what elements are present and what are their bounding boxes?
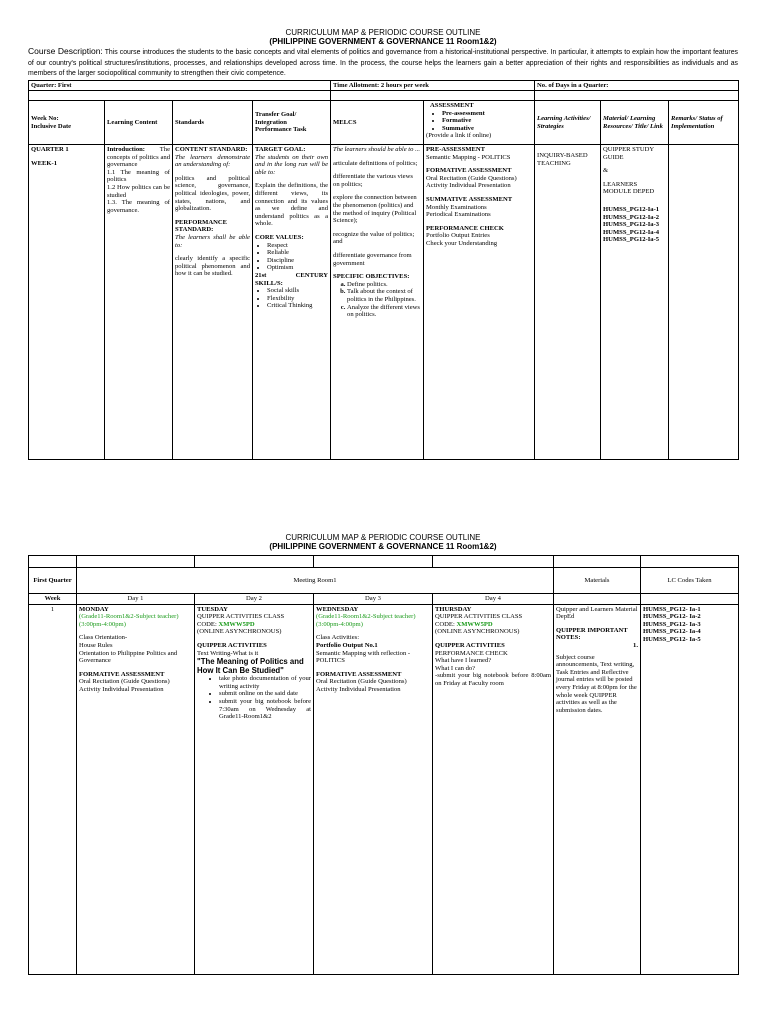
blank-cell	[77, 556, 195, 568]
title-line-1: CURRICULUM MAP & PERIODIC COURSE OUTLINE	[285, 533, 481, 542]
formative-text: Oral Recitation (Guide Questions)	[426, 174, 517, 182]
online-mode: (ONLINE ASYNCHRONOUS)	[435, 628, 520, 636]
header-learning-activities: Learning Activities/ Strategies	[535, 101, 601, 145]
objective-item: Analyze the different views on politics.	[347, 303, 420, 319]
thursday-item: What I can do?	[435, 664, 476, 672]
target-goal-body: Explain the definitions, the different views, its connection and its values as we define and understand politics as a whole.	[255, 182, 329, 228]
day-2-header: Day 2	[195, 594, 314, 605]
transfer-goal-cell	[253, 145, 331, 459]
assessment-cell	[424, 145, 535, 459]
assessment-item: • Formative	[442, 117, 532, 125]
weekly-outline-table	[28, 555, 739, 975]
performance-standard-intro: The learners shall be able to:	[175, 234, 250, 249]
intro-label: Introduction:	[107, 146, 145, 154]
blank-cell	[641, 556, 739, 568]
skills-list	[255, 287, 328, 310]
course-description-label: Course Description:	[28, 46, 103, 56]
course-description	[28, 46, 738, 80]
tuesday-bullets	[197, 675, 311, 721]
curriculum-table	[28, 80, 739, 460]
tuesday-bullet: • submit online on the said date	[219, 690, 311, 698]
assessment-item: • Pre-assessment	[442, 110, 532, 118]
lc-code: HUMSS_PG12-Ia-5	[603, 236, 660, 244]
melcs-item: recognize the value of politics; and	[333, 230, 415, 246]
melcs-item: articulate definitions of politics;	[333, 159, 418, 167]
monday-item: Class Orientation-	[79, 634, 128, 642]
quipper-activities-label: QUIPPER ACTIVITIES	[197, 641, 267, 649]
performance-check: PERFORMANCE CHECK	[435, 649, 508, 657]
skill-item: • Flexibility	[267, 295, 328, 303]
tuesday-cell	[195, 604, 314, 974]
day-name: WEDNESDAY	[316, 605, 359, 613]
blank-cell	[331, 91, 535, 101]
semantic-mapping: Semantic Mapping with reflection - POLITICS	[316, 649, 411, 665]
core-values-list	[255, 242, 328, 272]
specific-objectives-label: SPECIFIC OBJECTIVES:	[333, 273, 410, 281]
lc-code: HUMSS_PG12- Ia-1	[643, 605, 701, 613]
curriculum-map-page-1	[28, 28, 738, 460]
melcs-cell	[331, 145, 424, 459]
week-number: 1	[29, 604, 77, 974]
curriculum-map-page-2	[28, 533, 738, 975]
day-3-header: Day 3	[314, 594, 433, 605]
core-value-item: • Optimism	[267, 264, 328, 272]
quipper-class-line: QUIPPER ACTIVITIES CLASS	[435, 613, 523, 621]
lc-code: HUMSS_PG12-Ia-1	[603, 206, 660, 214]
week-label: WEEK-1	[31, 159, 58, 167]
skill-item: • Critical Thinking	[267, 302, 328, 310]
assessment-list	[426, 110, 532, 133]
formative-label: FORMATIVE ASSESSMENT	[79, 670, 165, 678]
header-melcs: MELCS	[331, 101, 424, 145]
formative-text: Activity Individual Presentation	[426, 182, 511, 190]
quipper-activities-label: QUIPPER ACTIVITIES	[435, 641, 505, 649]
teacher-text: (Grade11-Room1&2-Subject teacher)	[79, 613, 179, 621]
class-code: XMWW5PD	[456, 620, 493, 628]
day-name: MONDAY	[79, 605, 109, 613]
summative-label: SUMMATIVE ASSESSMENT	[426, 196, 513, 204]
summative-text: Periodical Examinations	[426, 211, 491, 219]
lc-code: HUMSS_PG12- Ia-5	[643, 635, 701, 643]
week-header: Week	[29, 594, 77, 605]
blank-cell	[195, 556, 314, 568]
title-line-1: CURRICULUM MAP & PERIODIC COURSE OUTLINE	[285, 28, 481, 37]
class-activities-label: Class Activities:	[316, 634, 360, 642]
lc-code: HUMSS_PG12- Ia-3	[643, 620, 701, 628]
summative-text: Monthly Examinations	[426, 203, 487, 211]
melcs-intro: The learners should be able to ...	[333, 146, 421, 154]
objective-item: Talk about the context of politics in the Philippines.	[347, 288, 416, 303]
class-code: XMWW5PD	[218, 620, 255, 628]
blank-cell	[314, 556, 433, 568]
lc-code: HUMSS_PG12-Ia-4	[603, 228, 660, 236]
blank-cell	[29, 91, 331, 101]
time-text: (3:00pm-4:00pm)	[316, 620, 363, 628]
tuesday-bullet: • submit your big notebook before 7:30am on Wednesday at Grade11-Room1&2	[219, 698, 311, 721]
objective-item: Define politics.	[347, 280, 388, 288]
title-line-2: (PHILIPPINE GOVERNMENT & GOVERNANCE 11 Room1&2)	[269, 37, 497, 46]
material-item: LEARNERS MODULE DEPED	[603, 180, 655, 196]
thursday-item: What have I learned?	[435, 657, 492, 665]
header-standards: Standards	[173, 101, 253, 145]
text-writing-label: Text Writing-What is it	[197, 649, 259, 657]
day-1-header: Day 1	[77, 594, 195, 605]
content-standard-intro: The learners demonstrate an understanding of:	[175, 153, 250, 169]
header-assessment	[424, 101, 535, 145]
monday-cell	[77, 604, 195, 974]
assessment-item: • Summative	[442, 125, 532, 133]
material-item: QUIPPER STUDY GUIDE	[603, 146, 654, 161]
doc-title	[28, 28, 738, 46]
blank-cell	[554, 556, 641, 568]
formative-item: Activity Individual Presentation	[316, 685, 401, 693]
class-code-label: CODE:	[197, 620, 219, 628]
performance-check-label: PERFORMANCE CHECK	[426, 224, 504, 232]
teacher-text: (Grade11-Room1&2-Subject teacher)	[316, 613, 416, 621]
target-goal-intro: The students on their own and in the long run will be able to:	[255, 153, 329, 176]
quipper-class-line: QUIPPER ACTIVITIES CLASS	[197, 613, 285, 621]
content-item: 1.2 How politics can be studied	[107, 184, 170, 199]
content-item: 1.3. The meaning of governance.	[107, 199, 170, 214]
activities-text: INQUIRY-BASED TEACHING	[537, 152, 588, 167]
day-name: TUESDAY	[197, 605, 228, 613]
formative-item: Oral Recitation (Guide Questions)	[79, 678, 170, 686]
core-values-label: CORE VALUES:	[255, 234, 304, 242]
lc-code: HUMSS_PG12-Ia-2	[603, 213, 660, 221]
week-cell	[29, 145, 105, 459]
performance-standard-label: PERFORMANCE STANDARD:	[175, 218, 228, 234]
core-value-item: • Respect	[267, 242, 328, 250]
header-week: Week No: Inclusive Date	[29, 101, 105, 145]
content-standard-body: politics and political science, governance, political ideologies, power, states, nations, and globalization.	[175, 174, 250, 213]
meeting-cell: Meeting Room1	[77, 568, 554, 594]
melcs-item: explore the connection between the phenomenon (politics) and the method of inquiry (Political Science);	[333, 194, 417, 225]
blank-cell	[641, 594, 739, 605]
standards-cell	[173, 145, 253, 459]
century-skills-label: 21st CENTURY SKILL/S:	[255, 272, 329, 287]
doc-title	[28, 533, 738, 551]
notes-body: Subject course announcements, Text writing, Task Entries and Reflective journal entries will be posted every Friday at 8:00pm for the whole week QUIPPER activities as well as the submission dates.	[556, 653, 637, 714]
course-description-text: This course introduces the students to the basic concepts and vital elements of politics and governance from a historical-institutional perspective. In particular, it attempts to explain how the important features of our country's political structures/institutions, processes, and relationships developed across time. In the process, the course helps the learners gain a better appreciation of their rights and responsibilities as individuals and as members of the larger sociopolitical community to strengthen their civic competence.	[28, 49, 738, 77]
performance-standard-body: clearly identify a specific political phenomenon and how it can be studied.	[175, 255, 250, 278]
tuesday-bullet: • take photo documentation of your writing activity	[219, 675, 311, 690]
lc-codes-header: LC Codes Taken	[641, 568, 739, 594]
performance-check-text: Check your Understanding	[426, 240, 498, 248]
day-4-header: Day 4	[433, 594, 554, 605]
class-code-line	[197, 621, 311, 629]
first-quarter-cell: First Quarter	[29, 568, 77, 594]
intro-text: The concepts of politics and governance	[107, 146, 170, 169]
pre-assessment-text: Semantic Mapping - POLITICS	[426, 153, 511, 161]
performance-check-text: Portfolio Output Entries	[426, 232, 490, 240]
remarks-cell	[669, 145, 739, 459]
days-in-quarter-cell: No. of Days in a Quarter:	[535, 80, 739, 91]
target-goal-label: TARGET GOAL:	[255, 146, 306, 154]
pre-assessment-label: PRE-ASSESSMENT	[426, 146, 486, 154]
materials-line: Quipper and Learners Material DepEd	[556, 605, 638, 621]
online-mode: (ONLINE ASYNCHRONOUS)	[197, 628, 282, 636]
quarter-label: QUARTER 1	[31, 146, 69, 154]
formative-label: FORMATIVE ASSESSMENT	[426, 167, 512, 175]
header-material: Material/ Learning Resources/ Title/ Link	[601, 101, 669, 145]
blank-cell	[433, 556, 554, 568]
lc-code: HUMSS_PG12- Ia-4	[643, 628, 701, 636]
formative-item: Oral Recitation (Guide Questions)	[316, 678, 407, 686]
lc-code: HUMSS_PG12-Ia-3	[603, 221, 660, 229]
time-text: (3:00pm-4:00pm)	[79, 620, 126, 628]
lc-code: HUMSS_PG12- Ia-2	[643, 613, 701, 621]
class-code-label: CODE:	[435, 620, 457, 628]
assessment-note: (Provide a link if online)	[426, 132, 492, 140]
objectives-list	[333, 281, 421, 319]
skill-item: • Social skills	[267, 287, 328, 295]
thursday-item: -submit your big notebook before 8:00am on Friday at Faculty room	[435, 672, 551, 687]
core-value-item: • Discipline	[267, 257, 328, 265]
thursday-cell	[433, 604, 554, 974]
monday-item: Orientation to Philippine Politics and Governance	[79, 649, 178, 665]
title-line-2: (PHILIPPINE GOVERNMENT & GOVERNANCE 11 Room1&2)	[269, 542, 497, 551]
materials-header: Materials	[554, 568, 641, 594]
portfolio-output: Portfolio Output No.1	[316, 641, 378, 649]
content-standard-label: CONTENT STANDARD:	[175, 146, 248, 154]
formative-item: Activity Individual Presentation	[79, 685, 164, 693]
notes-number: 1.	[633, 641, 638, 649]
blank-cell	[535, 91, 739, 101]
materials-cell	[554, 604, 641, 974]
writing-topic-title: "The Meaning of Politics and How It Can Be Studied"	[197, 657, 304, 676]
learning-content-cell	[105, 145, 173, 459]
melcs-item: differentiate governance from government	[333, 252, 412, 267]
lc-codes-cell	[641, 604, 739, 974]
assessment-label: ASSESSMENT	[430, 102, 474, 110]
monday-item: House Rules	[79, 641, 113, 649]
materials-cell	[601, 145, 669, 459]
header-remarks: Remarks/ Status of Implementation	[669, 101, 739, 145]
formative-label: FORMATIVE ASSESSMENT	[316, 670, 402, 678]
core-value-item: • Reliable	[267, 249, 328, 257]
quipper-notes-label: QUIPPER IMPORTANT NOTES:	[556, 626, 628, 642]
header-learning-content: Learning Content	[105, 101, 173, 145]
material-item: &	[603, 167, 609, 175]
day-name: THURSDAY	[435, 605, 472, 613]
class-code-line	[435, 621, 551, 629]
blank-cell	[29, 556, 77, 568]
wednesday-cell	[314, 604, 433, 974]
content-item: 1.1 The meaning of politics	[107, 168, 170, 184]
blank-cell	[554, 594, 641, 605]
header-transfer-goal: Transfer Goal/ Integration Performance Task	[253, 101, 331, 145]
time-allotment-cell: Time Allotment: 2 hours per week	[331, 80, 535, 91]
learning-activities-cell	[535, 145, 601, 459]
quarter-cell: Quarter: First	[29, 80, 331, 91]
melcs-item: differentiate the various views on politics;	[333, 173, 413, 188]
